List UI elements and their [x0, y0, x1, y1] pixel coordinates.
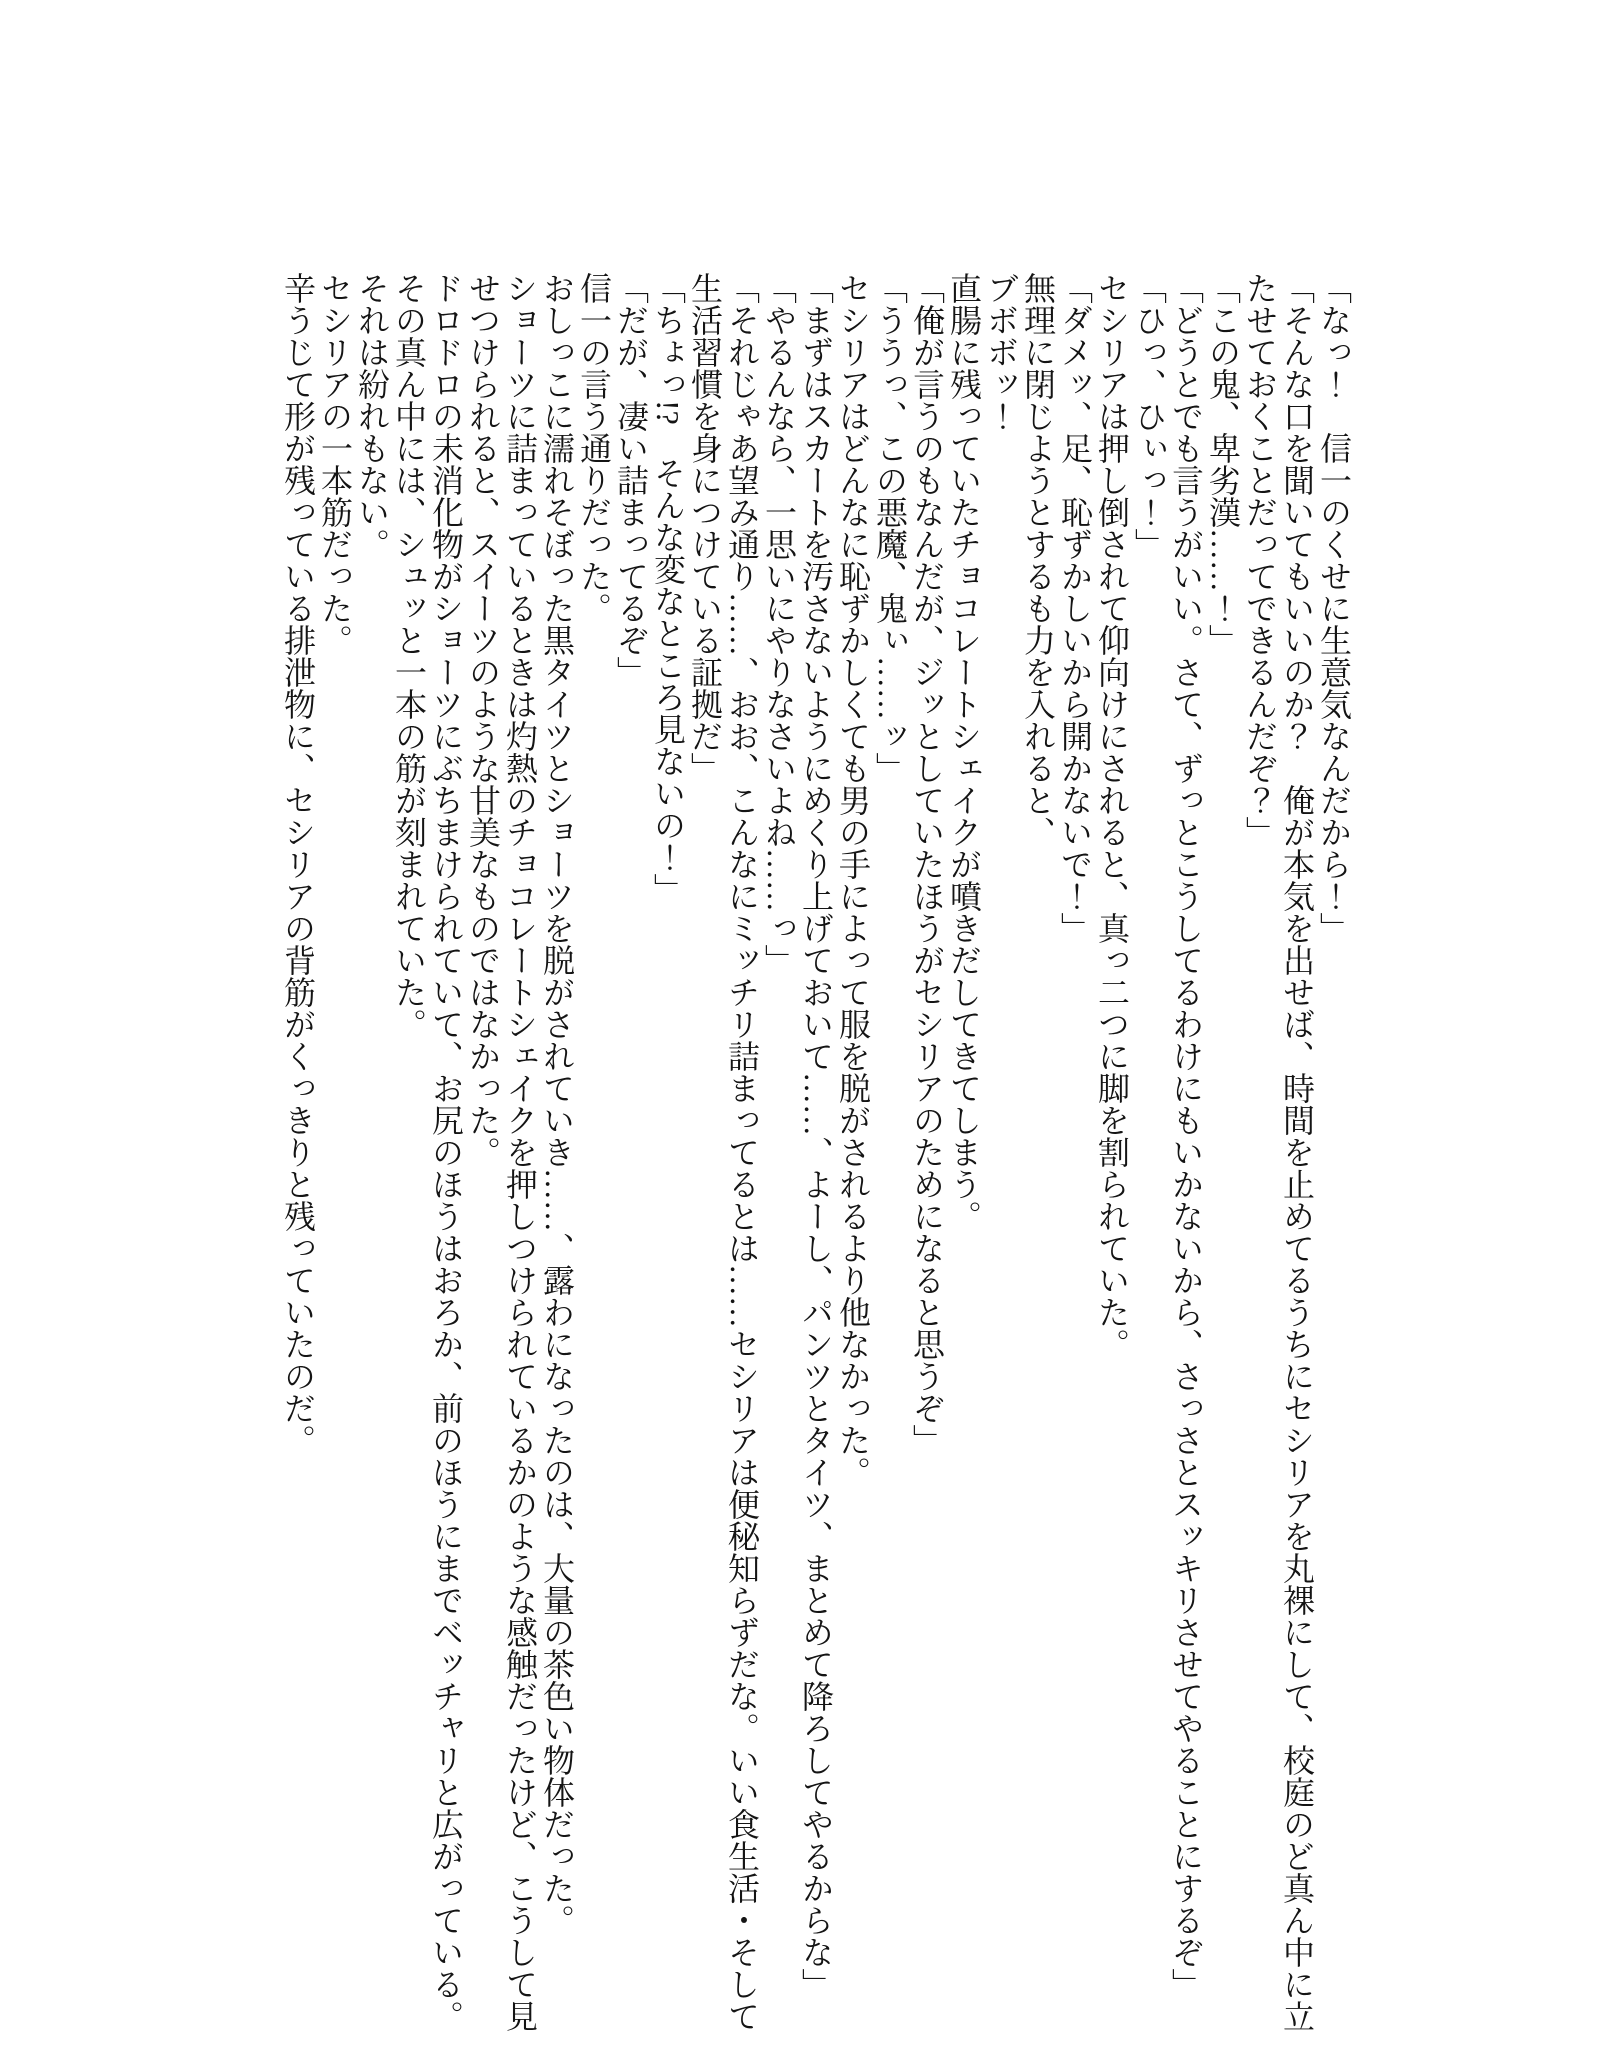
paragraph: 「なっ！ 信一のくせに生意気なんだから！」: [1316, 272, 1352, 944]
paragraph: 「まずはスカートを汚さないようにめくり上げておいて……、よーし、パンツとタイツ、まとめて降ろしてやるからな」: [798, 272, 834, 2000]
paragraph: 「どうとでも言うがいい。さて、ずっとこうしてるわけにもいかないから、さっさとスッキリさせてやることにするぞ」: [1168, 272, 1204, 2000]
paragraph: 「この鬼、卑劣漢……！」: [1205, 272, 1241, 656]
paragraph: 信一の言う通りだった。: [576, 272, 612, 624]
paragraph: ショーツに詰まっているときは灼熱のチョコレートシェイクを押しつけられているかのような感触だったけど、こうして見せつけられると、スイーツのような甘美なものではなかった。: [465, 272, 538, 2032]
paragraph: おしっこに濡れそぼった黒タイツとショーツを脱がされていき……、露わになったのは、大量の茶色い物体だった。: [539, 272, 575, 1936]
paragraph: 「やるんなら、一思いにやりなさいよね……っ」: [761, 272, 797, 976]
paragraph: 直腸に残っていたチョコレートシェイクが噴きだしてきてしまう。: [946, 272, 982, 1232]
paragraph: 「それじゃあ望み通り……、おお、こんなにミッチリ詰まってるとは……セシリアは便秘知らずだな。いい食生活・そして生活習慣を身につけている証拠だ」: [687, 272, 760, 2032]
paragraph: 「そんな口を聞いてもいいのか？ 俺が本気を出せば、時間を止めてるうちにセシリアを丸裸にして、校庭のど真ん中に立たせておくことだってできるんだぞ？」: [1242, 272, 1315, 2032]
paragraph: 「ううっ、この悪魔、鬼ぃ……ッ」: [872, 272, 908, 784]
paragraph: セシリアはどんなに恥ずかしくても男の手によって服を脱がされるより他なかった。: [835, 272, 871, 1488]
paragraph: それは紛れもない。: [354, 272, 390, 560]
paragraph: 「俺が言うのもなんだが、ジッとしていたほうがセシリアのためになると思うぞ」: [909, 272, 945, 1456]
paragraph: 「ちょっ!? そんな変なところ見ないの！」: [650, 272, 686, 905]
paragraph: 「ひっ、ひぃっ！」: [1131, 272, 1167, 560]
paragraph: その真ん中には、シュッと一本の筋が刻まれていた。: [391, 272, 427, 1040]
paragraph: 無理に閉じようとするも力を入れると、: [1020, 272, 1056, 848]
paragraph: セシリアの一本筋だった。: [317, 272, 353, 656]
paragraph: 辛うじて形が残っている排泄物に、セシリアの背筋がくっきりと残っていたのだ。: [280, 272, 316, 1456]
paragraph: 「だが、凄い詰まってるぞ」: [613, 272, 649, 688]
paragraph: ドロドロの未消化物がショーツにぶちまけられていて、お尻のほうはおろか、前のほうにまでベッチャリと広がっている。: [428, 272, 464, 2032]
vertical-text-block: [262, 272, 1352, 2032]
paragraph: 「ダメッ、足、恥ずかしいから開かないで！」: [1057, 272, 1093, 944]
paragraph: ブボボッ！: [983, 272, 1019, 432]
paragraph: セシリアは押し倒されて仰向けにされると、真っ二つに脚を割られていた。: [1094, 272, 1130, 1360]
